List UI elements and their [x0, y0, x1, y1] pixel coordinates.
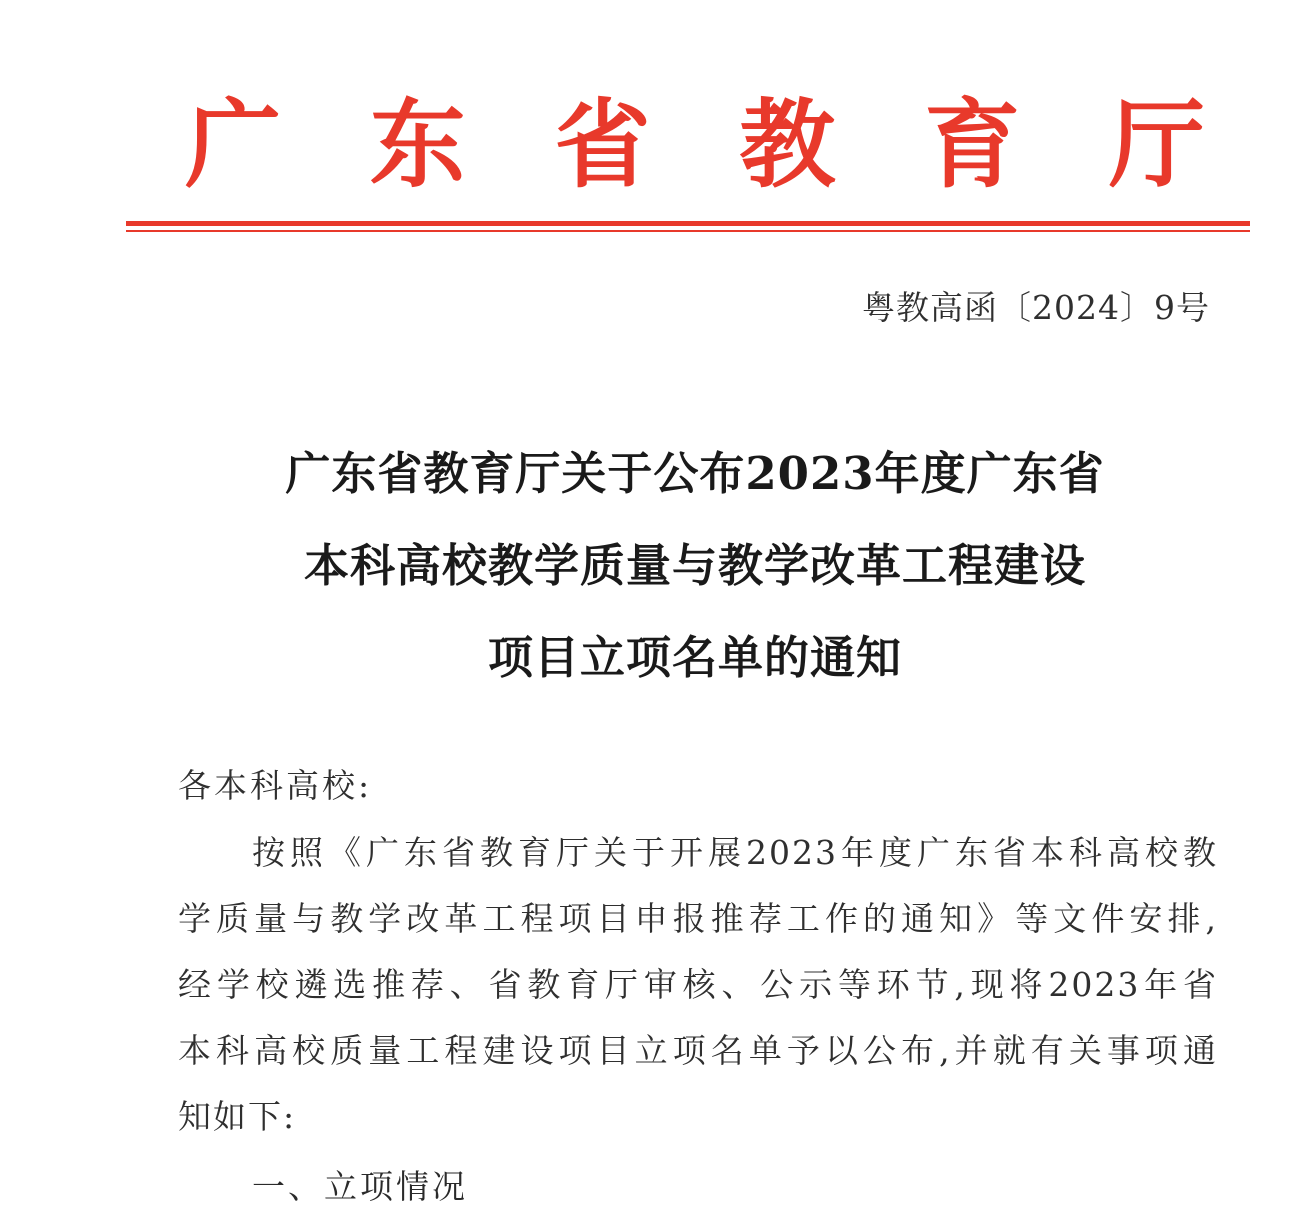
title-line: 本科高校教学质量与教学改革工程建设 — [303, 539, 1086, 592]
issuer-char: 厅 — [1108, 89, 1205, 201]
body-line: 学质量与教学改革工程项目申报推荐工作的通知》等文件安排, — [178, 899, 1218, 938]
header-red-rule — [126, 221, 1250, 226]
body-line: 按照《广东省教育厅关于开展2023年度广东省本科高校教 — [252, 833, 1218, 872]
salutation: 各本科高校: — [178, 766, 373, 805]
document-title — [200, 428, 1190, 704]
title-line: 项目立项名单的通知 — [487, 631, 902, 684]
issuer-char: 省 — [554, 89, 651, 201]
body-paragraph — [178, 826, 1218, 1156]
issuer-char: 育 — [924, 89, 1021, 201]
issuer-header — [185, 80, 1205, 210]
document-number: 粤教高函〔2024〕9号 — [862, 288, 1210, 327]
issuer-char: 东 — [369, 89, 466, 201]
section-heading: 一、立项情况 — [252, 1167, 468, 1206]
body-line: 知如下: — [178, 1097, 297, 1136]
issuer-char: 广 — [185, 89, 281, 201]
issuer-char: 教 — [739, 89, 836, 201]
title-line: 广东省教育厅关于公布2023年度广东省 — [285, 447, 1105, 500]
body-line: 经学校遴选推荐、省教育厅审核、公示等环节,现将2023年省 — [178, 965, 1218, 1004]
body-line: 本科高校质量工程建设项目立项名单予以公布,并就有关事项通 — [178, 1031, 1218, 1070]
header-red-rule-thin — [126, 230, 1250, 232]
